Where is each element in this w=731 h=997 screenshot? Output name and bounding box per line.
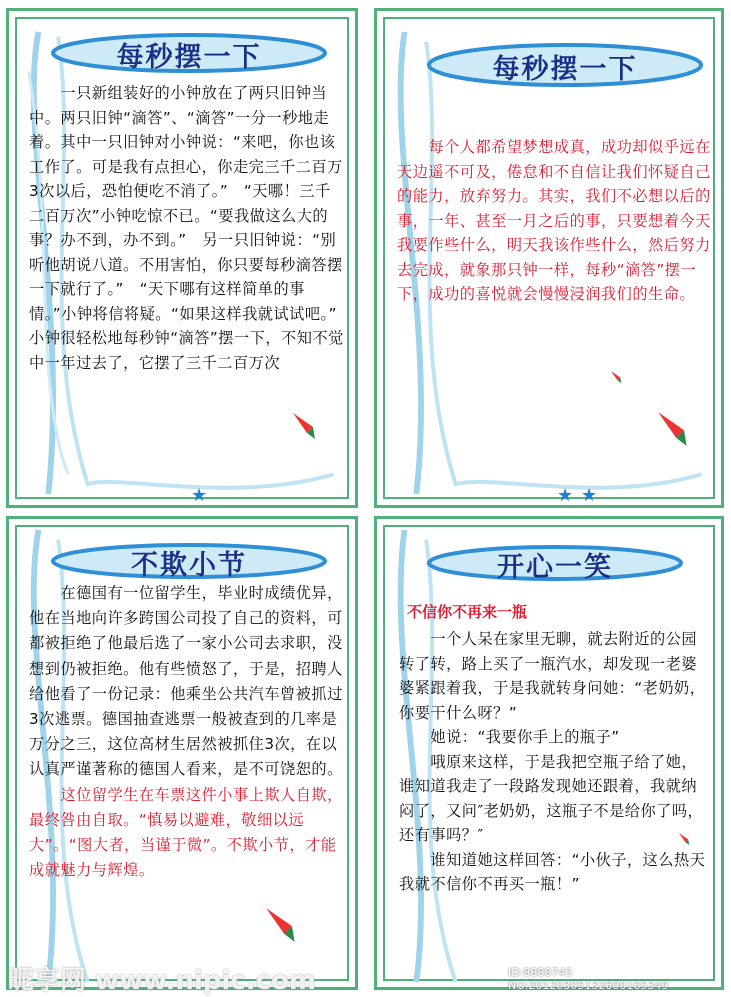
joke-text <box>399 627 711 897</box>
panel-top-left <box>6 8 358 508</box>
story-text <box>29 581 345 883</box>
paragraph: 谁知道她这样回答：“小伙子，这么热天我就不信你不再买一瓶！” <box>399 850 706 893</box>
page-title: 不欺小节 <box>131 550 247 581</box>
paragraph: 每个人都希望梦想成真，成功却似乎远在天边遥不可及，倦怠和不自信让我们怀疑自己的能力，放弃努力。其实，我们不必想以后的事，一年、甚至一月之后的事，只要想着今天我要作些什么，明天我该作些什么，然后努力去完成，就象那只钟一样，每秒“滴答”摆一下，成功的喜悦就会慢慢浸润我们的生命。 <box>397 138 711 303</box>
rocket-icon <box>261 903 305 947</box>
star-icon: ★ <box>581 485 598 506</box>
title-badge <box>425 41 705 89</box>
paragraph: 在德国有一位留学生，毕业时成绩优异，他在当地向许多跨国公司投了自己的资料，可都被拒绝了他最后选了一家小公司去求职，没想到仍被拒绝。他有些愤怒了，于是，招聘人给他看了一份记录：他乘坐公共汽车曾被抓过3次逃票。德国抽查逃票一般被查到的几率是万分之三，这位高材生居然被抓住3次，在以认真严谨著称的德国人看来，是不可饶恕的。 <box>29 584 343 779</box>
joke-subtitle: 不信你不再来一瓶 <box>407 603 528 621</box>
page-title: 开心一笑 <box>497 552 613 583</box>
rocket-icon <box>677 831 693 847</box>
paragraph: 哦原来这样，于是我把空瓶子给了她，谁知道我走了一段路发现她还跟着，我就纳闷了，又问″老奶奶，这瓶子不是给你了吗，还有事吗？″ <box>399 752 704 844</box>
rocket-icon <box>609 369 625 385</box>
title-badge <box>425 541 685 585</box>
rocket-icon <box>289 409 323 443</box>
paragraph: 她说：“我要你手上的瓶子” <box>399 728 620 746</box>
title-badge <box>49 31 329 75</box>
paragraph: 一只新组装好的小钟放在了两只旧钟当中。两只旧钟“滴答”、“滴答”一分一秒地走着。其中一只旧钟对小钟说：“来吧，你也该工作了。可是我有点担心，你走完三千二百万3次以后，恐怕便吃不消了。” “天哪！三千二百万次”小钟吃惊不已。“要我做这么大的事？办不到，办不到。” 另一只旧钟说：“别听他胡说八道。不用害怕，你只要每秒滴答摆一下就行了。” “天下哪有这样简单的事情。”小钟将信将疑。“如果这样我就试试吧。” 小钟很轻松地每秒钟“滴答”摆一下，不知不觉中一年过去了，它摆了三千二百万次 <box>29 84 353 372</box>
star-icon: ★ <box>191 485 208 506</box>
panel-bottom-right <box>374 516 724 990</box>
panel-top-right <box>374 8 724 508</box>
star-icon: ★ <box>557 485 574 506</box>
story-text <box>29 81 353 375</box>
watermark-logo: 昵享网 www.nipic.com <box>8 966 316 996</box>
paragraph: 一个人呆在家里无聊，就去附近的公园转了转，路上买了一瓶汽水，却发现一老婆婆紧跟着我，于是我就转身问她：“老奶奶，你要干什么呀？” <box>399 630 706 722</box>
title-badge <box>49 539 329 583</box>
rocket-icon <box>653 407 697 451</box>
watermark-id: ID:8888745 NO:20120305132600165349 <box>508 966 669 992</box>
panel-bottom-left <box>6 516 358 990</box>
moral-paragraph: 这位留学生在车票这件小事上欺人自欺，最终咎由自取。“慎易以避难，敬细以远大”。“图大者，当谨于微”。不欺小节，才能成就魅力与辉煌。 <box>29 785 343 880</box>
page-title: 每秒摆一下 <box>116 42 262 73</box>
page-title: 每秒摆一下 <box>492 54 638 85</box>
moral-text <box>397 135 713 307</box>
